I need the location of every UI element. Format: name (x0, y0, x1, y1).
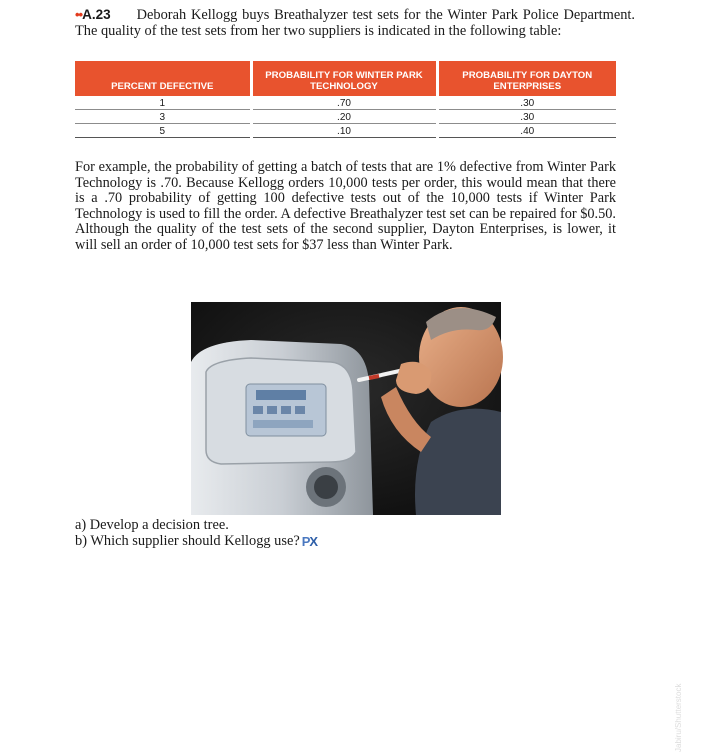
cell-winter-park: .70 (251, 96, 437, 110)
cell-winter-park: .20 (251, 110, 437, 124)
difficulty-dots: •• (75, 7, 83, 22)
table-row (75, 124, 616, 138)
cell-percent: 3 (75, 110, 251, 124)
question-a: a) Develop a decision tree. (75, 517, 229, 533)
question-b: b) Which supplier should Kellogg use? (75, 532, 300, 549)
header-winter-park: PROBABILITY FOR WINTER PARK TECHNOLOGY (251, 61, 437, 96)
cell-dayton: .40 (437, 124, 616, 138)
header-dayton: PROBABILITY FOR DAYTON ENTERPRISES (437, 61, 616, 96)
explanation-paragraph: For example, the probability of getting a batch of tests that are 1% defective from Winter Park Technology is .70. Because Kellogg orders 10,000 tests per order, this would mean that there is a .70 probability of getting 100 defective tests out of the 10,000 tests if Winter Park Technology is used to fill the order. A defective Breathalyzer test set can be repaired for $0.50. Although the quality of the test sets of the second supplier, Dayton Enterprises, is lower, it will sell an order of 10,000 test sets for $37 less than Winter Park. (75, 159, 616, 253)
problem-intro: Deborah Kellogg buys Breathalyzer test sets for the Winter Park Police Department. The quality of the test sets from her two suppliers is indicated in the following table: (75, 7, 635, 39)
photo-credit: Jabiru/Shutterstock (674, 683, 683, 752)
table-row (75, 110, 616, 124)
px-logo-icon: PX (301, 533, 318, 549)
questions (75, 518, 635, 549)
problem-number: A.23 (82, 7, 111, 22)
cell-dayton: .30 (437, 96, 616, 110)
table-header-row (75, 61, 616, 96)
cell-winter-park: .10 (251, 124, 437, 138)
breathalyzer-illustration (191, 302, 501, 515)
cell-dayton: .30 (437, 110, 616, 124)
cell-percent: 5 (75, 124, 251, 138)
cell-percent: 1 (75, 96, 251, 110)
problem-statement (75, 7, 635, 39)
supplier-quality-table (75, 61, 616, 138)
table-row (75, 96, 616, 110)
question-b-line (75, 534, 635, 550)
header-percent-defective: PERCENT DEFECTIVE (75, 61, 251, 96)
